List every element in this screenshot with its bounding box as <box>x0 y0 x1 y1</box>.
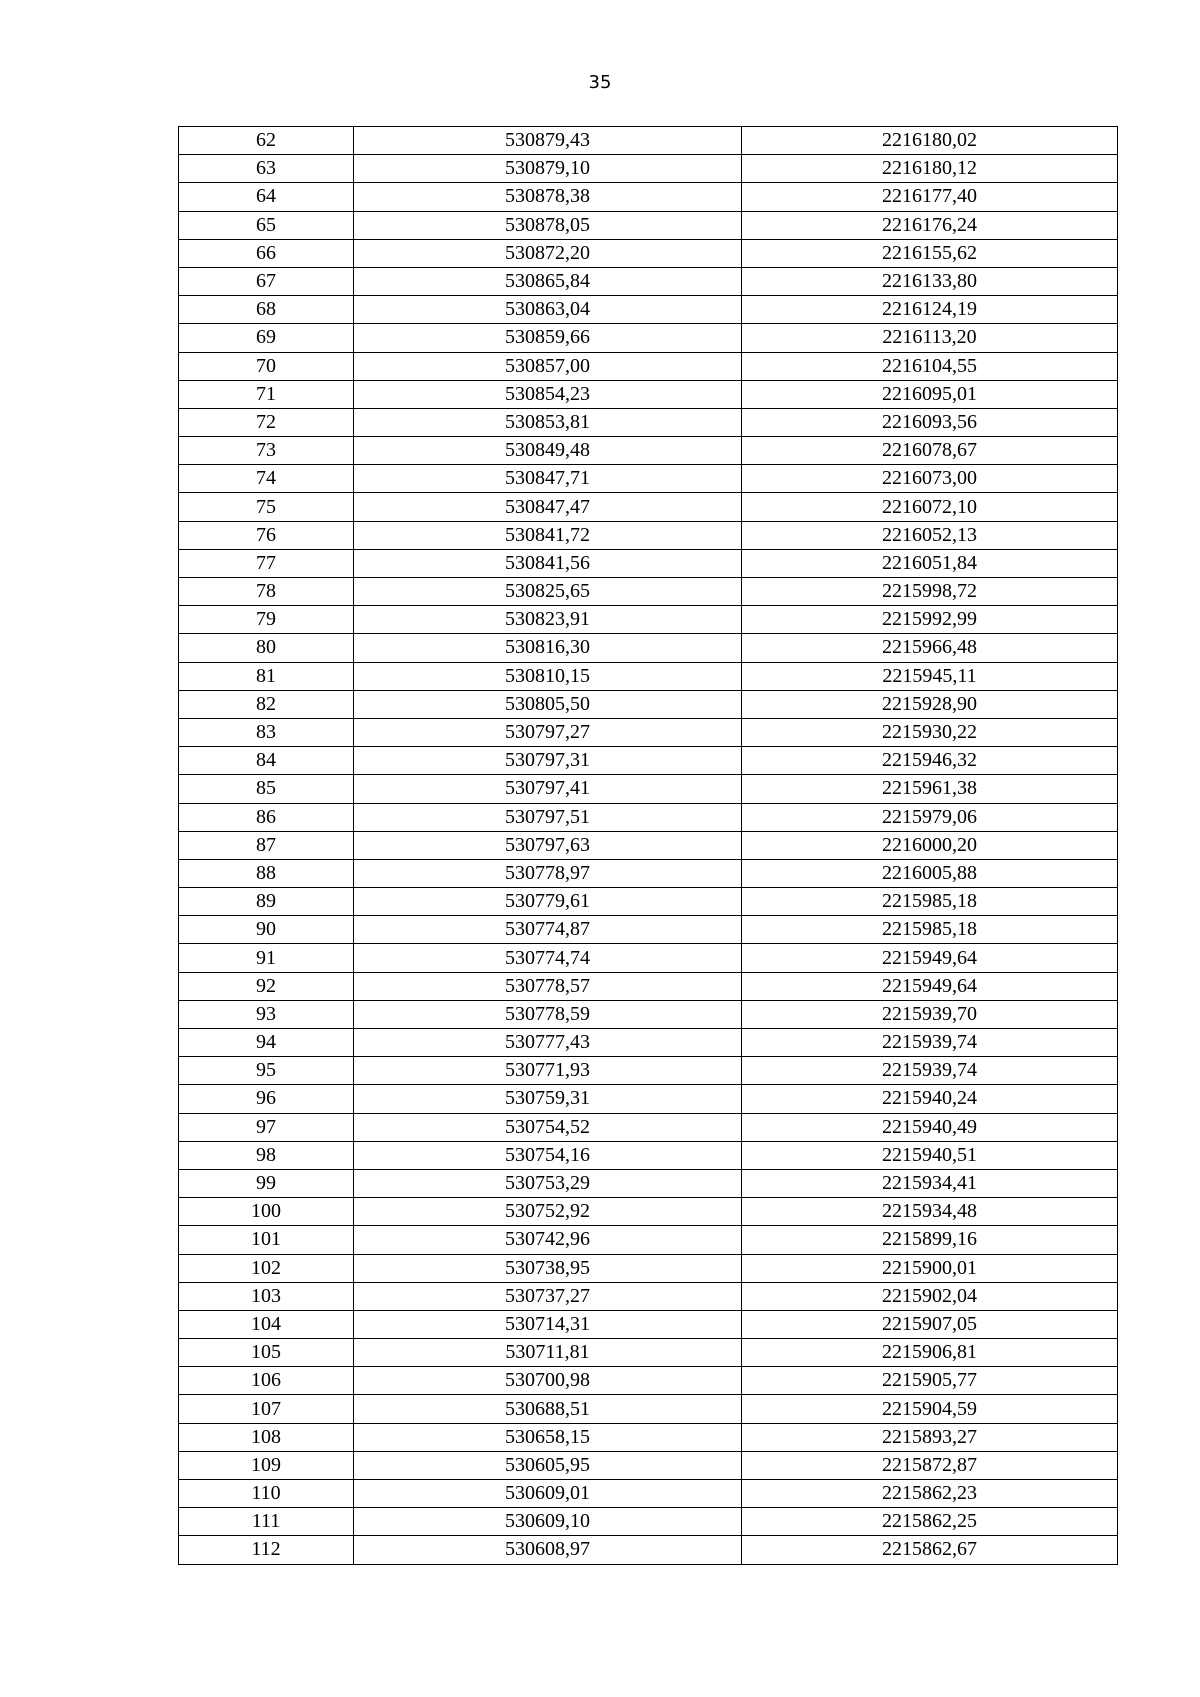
x-coordinate-cell: 530797,41 <box>354 775 742 803</box>
x-coordinate-cell: 530752,92 <box>354 1198 742 1226</box>
point-number-cell: 77 <box>179 549 354 577</box>
table-row <box>179 1480 1118 1508</box>
point-number-cell: 80 <box>179 634 354 662</box>
y-coordinate-cell: 2216005,88 <box>742 859 1118 887</box>
y-coordinate-cell: 2216113,20 <box>742 324 1118 352</box>
y-coordinate-cell: 2216124,19 <box>742 296 1118 324</box>
table-row <box>179 718 1118 746</box>
x-coordinate-cell: 530823,91 <box>354 606 742 634</box>
table-row <box>179 1198 1118 1226</box>
point-number-cell: 68 <box>179 296 354 324</box>
table-row <box>179 1169 1118 1197</box>
point-number-cell: 67 <box>179 267 354 295</box>
x-coordinate-cell: 530714,31 <box>354 1310 742 1338</box>
table-row <box>179 1536 1118 1564</box>
x-coordinate-cell: 530779,61 <box>354 888 742 916</box>
y-coordinate-cell: 2216155,62 <box>742 239 1118 267</box>
table-row <box>179 521 1118 549</box>
x-coordinate-cell: 530700,98 <box>354 1367 742 1395</box>
y-coordinate-cell: 2216177,40 <box>742 183 1118 211</box>
x-coordinate-cell: 530863,04 <box>354 296 742 324</box>
y-coordinate-cell: 2216095,01 <box>742 380 1118 408</box>
point-number-cell: 76 <box>179 521 354 549</box>
x-coordinate-cell: 530797,51 <box>354 803 742 831</box>
x-coordinate-cell: 530857,00 <box>354 352 742 380</box>
table-row <box>179 183 1118 211</box>
x-coordinate-cell: 530878,38 <box>354 183 742 211</box>
x-coordinate-cell: 530742,96 <box>354 1226 742 1254</box>
point-number-cell: 110 <box>179 1480 354 1508</box>
y-coordinate-cell: 2215902,04 <box>742 1282 1118 1310</box>
x-coordinate-cell: 530865,84 <box>354 267 742 295</box>
y-coordinate-cell: 2215940,49 <box>742 1113 1118 1141</box>
table-row <box>179 859 1118 887</box>
y-coordinate-cell: 2215949,64 <box>742 972 1118 1000</box>
point-number-cell: 96 <box>179 1085 354 1113</box>
point-number-cell: 95 <box>179 1057 354 1085</box>
x-coordinate-cell: 530797,27 <box>354 718 742 746</box>
table-row <box>179 1451 1118 1479</box>
y-coordinate-cell: 2215905,77 <box>742 1367 1118 1395</box>
point-number-cell: 104 <box>179 1310 354 1338</box>
y-coordinate-cell: 2216072,10 <box>742 493 1118 521</box>
x-coordinate-cell: 530738,95 <box>354 1254 742 1282</box>
table-row <box>179 1057 1118 1085</box>
point-number-cell: 72 <box>179 408 354 436</box>
page-number: 35 <box>588 72 612 93</box>
y-coordinate-cell: 2215939,74 <box>742 1057 1118 1085</box>
table-row <box>179 324 1118 352</box>
y-coordinate-cell: 2216104,55 <box>742 352 1118 380</box>
x-coordinate-cell: 530778,59 <box>354 1000 742 1028</box>
x-coordinate-cell: 530854,23 <box>354 380 742 408</box>
table-row <box>179 888 1118 916</box>
x-coordinate-cell: 530879,10 <box>354 155 742 183</box>
point-number-cell: 83 <box>179 718 354 746</box>
x-coordinate-cell: 530805,50 <box>354 690 742 718</box>
y-coordinate-cell: 2215934,41 <box>742 1169 1118 1197</box>
y-coordinate-cell: 2215930,22 <box>742 718 1118 746</box>
y-coordinate-cell: 2216133,80 <box>742 267 1118 295</box>
table-row <box>179 831 1118 859</box>
x-coordinate-cell: 530609,10 <box>354 1508 742 1536</box>
y-coordinate-cell: 2216051,84 <box>742 549 1118 577</box>
y-coordinate-cell: 2215946,32 <box>742 747 1118 775</box>
table-row <box>179 803 1118 831</box>
point-number-cell: 73 <box>179 437 354 465</box>
y-coordinate-cell: 2216000,20 <box>742 831 1118 859</box>
point-number-cell: 82 <box>179 690 354 718</box>
table-row <box>179 1339 1118 1367</box>
table-row <box>179 1226 1118 1254</box>
x-coordinate-cell: 530771,93 <box>354 1057 742 1085</box>
point-number-cell: 106 <box>179 1367 354 1395</box>
y-coordinate-cell: 2216176,24 <box>742 211 1118 239</box>
y-coordinate-cell: 2215893,27 <box>742 1423 1118 1451</box>
table-row <box>179 1310 1118 1338</box>
point-number-cell: 65 <box>179 211 354 239</box>
point-number-cell: 107 <box>179 1395 354 1423</box>
table-row <box>179 155 1118 183</box>
x-coordinate-cell: 530754,52 <box>354 1113 742 1141</box>
table-row <box>179 972 1118 1000</box>
table-row <box>179 1395 1118 1423</box>
y-coordinate-cell: 2215966,48 <box>742 634 1118 662</box>
table-row <box>179 380 1118 408</box>
point-number-cell: 70 <box>179 352 354 380</box>
point-number-cell: 99 <box>179 1169 354 1197</box>
x-coordinate-cell: 530797,63 <box>354 831 742 859</box>
y-coordinate-cell: 2215899,16 <box>742 1226 1118 1254</box>
point-number-cell: 102 <box>179 1254 354 1282</box>
point-number-cell: 62 <box>179 127 354 155</box>
y-coordinate-cell: 2216073,00 <box>742 465 1118 493</box>
table-row <box>179 352 1118 380</box>
point-number-cell: 90 <box>179 916 354 944</box>
x-coordinate-cell: 530754,16 <box>354 1141 742 1169</box>
y-coordinate-cell: 2215862,25 <box>742 1508 1118 1536</box>
x-coordinate-cell: 530778,97 <box>354 859 742 887</box>
y-coordinate-cell: 2215907,05 <box>742 1310 1118 1338</box>
point-number-cell: 86 <box>179 803 354 831</box>
table-row <box>179 1508 1118 1536</box>
point-number-cell: 109 <box>179 1451 354 1479</box>
y-coordinate-cell: 2215998,72 <box>742 578 1118 606</box>
y-coordinate-cell: 2215940,51 <box>742 1141 1118 1169</box>
point-number-cell: 81 <box>179 662 354 690</box>
y-coordinate-cell: 2215862,23 <box>742 1480 1118 1508</box>
x-coordinate-cell: 530853,81 <box>354 408 742 436</box>
y-coordinate-cell: 2215992,99 <box>742 606 1118 634</box>
table-row <box>179 944 1118 972</box>
table-row <box>179 916 1118 944</box>
x-coordinate-cell: 530774,74 <box>354 944 742 972</box>
table-row <box>179 408 1118 436</box>
y-coordinate-cell: 2215934,48 <box>742 1198 1118 1226</box>
x-coordinate-cell: 530658,15 <box>354 1423 742 1451</box>
y-coordinate-cell: 2215949,64 <box>742 944 1118 972</box>
point-number-cell: 66 <box>179 239 354 267</box>
point-number-cell: 103 <box>179 1282 354 1310</box>
y-coordinate-cell: 2216093,56 <box>742 408 1118 436</box>
point-number-cell: 98 <box>179 1141 354 1169</box>
table-row <box>179 267 1118 295</box>
y-coordinate-cell: 2215940,24 <box>742 1085 1118 1113</box>
x-coordinate-cell: 530753,29 <box>354 1169 742 1197</box>
point-number-cell: 92 <box>179 972 354 1000</box>
x-coordinate-cell: 530847,47 <box>354 493 742 521</box>
point-number-cell: 105 <box>179 1339 354 1367</box>
x-coordinate-cell: 530841,72 <box>354 521 742 549</box>
coordinates-table <box>178 126 1118 1565</box>
x-coordinate-cell: 530878,05 <box>354 211 742 239</box>
x-coordinate-cell: 530759,31 <box>354 1085 742 1113</box>
x-coordinate-cell: 530711,81 <box>354 1339 742 1367</box>
point-number-cell: 63 <box>179 155 354 183</box>
table-row <box>179 634 1118 662</box>
point-number-cell: 85 <box>179 775 354 803</box>
point-number-cell: 84 <box>179 747 354 775</box>
y-coordinate-cell: 2215872,87 <box>742 1451 1118 1479</box>
y-coordinate-cell: 2215961,38 <box>742 775 1118 803</box>
point-number-cell: 93 <box>179 1000 354 1028</box>
y-coordinate-cell: 2215862,67 <box>742 1536 1118 1564</box>
table-row <box>179 493 1118 521</box>
x-coordinate-cell: 530825,65 <box>354 578 742 606</box>
x-coordinate-cell: 530879,43 <box>354 127 742 155</box>
table-row <box>179 662 1118 690</box>
table-row <box>179 578 1118 606</box>
y-coordinate-cell: 2215985,18 <box>742 888 1118 916</box>
point-number-cell: 71 <box>179 380 354 408</box>
x-coordinate-cell: 530847,71 <box>354 465 742 493</box>
y-coordinate-cell: 2215928,90 <box>742 690 1118 718</box>
y-coordinate-cell: 2215945,11 <box>742 662 1118 690</box>
table-row <box>179 211 1118 239</box>
x-coordinate-cell: 530774,87 <box>354 916 742 944</box>
table-row <box>179 1085 1118 1113</box>
x-coordinate-cell: 530810,15 <box>354 662 742 690</box>
x-coordinate-cell: 530859,66 <box>354 324 742 352</box>
x-coordinate-cell: 530797,31 <box>354 747 742 775</box>
table-row <box>179 465 1118 493</box>
y-coordinate-cell: 2216180,12 <box>742 155 1118 183</box>
table-row <box>179 549 1118 577</box>
point-number-cell: 74 <box>179 465 354 493</box>
table-row <box>179 1367 1118 1395</box>
point-number-cell: 111 <box>179 1508 354 1536</box>
x-coordinate-cell: 530841,56 <box>354 549 742 577</box>
x-coordinate-cell: 530608,97 <box>354 1536 742 1564</box>
x-coordinate-cell: 530737,27 <box>354 1282 742 1310</box>
table-row <box>179 1113 1118 1141</box>
x-coordinate-cell: 530816,30 <box>354 634 742 662</box>
x-coordinate-cell: 530605,95 <box>354 1451 742 1479</box>
point-number-cell: 89 <box>179 888 354 916</box>
x-coordinate-cell: 530849,48 <box>354 437 742 465</box>
table-row <box>179 437 1118 465</box>
coordinates-table-body <box>179 127 1118 1565</box>
x-coordinate-cell: 530872,20 <box>354 239 742 267</box>
table-row <box>179 1423 1118 1451</box>
point-number-cell: 78 <box>179 578 354 606</box>
table-row <box>179 296 1118 324</box>
table-row <box>179 775 1118 803</box>
point-number-cell: 79 <box>179 606 354 634</box>
y-coordinate-cell: 2216052,13 <box>742 521 1118 549</box>
point-number-cell: 64 <box>179 183 354 211</box>
point-number-cell: 87 <box>179 831 354 859</box>
y-coordinate-cell: 2215939,70 <box>742 1000 1118 1028</box>
y-coordinate-cell: 2216078,67 <box>742 437 1118 465</box>
x-coordinate-cell: 530777,43 <box>354 1029 742 1057</box>
point-number-cell: 101 <box>179 1226 354 1254</box>
point-number-cell: 94 <box>179 1029 354 1057</box>
point-number-cell: 75 <box>179 493 354 521</box>
point-number-cell: 88 <box>179 859 354 887</box>
table-row <box>179 747 1118 775</box>
table-row <box>179 1029 1118 1057</box>
y-coordinate-cell: 2215979,06 <box>742 803 1118 831</box>
y-coordinate-cell: 2215900,01 <box>742 1254 1118 1282</box>
point-number-cell: 100 <box>179 1198 354 1226</box>
y-coordinate-cell: 2215906,81 <box>742 1339 1118 1367</box>
table-row <box>179 127 1118 155</box>
point-number-cell: 112 <box>179 1536 354 1564</box>
y-coordinate-cell: 2215985,18 <box>742 916 1118 944</box>
x-coordinate-cell: 530609,01 <box>354 1480 742 1508</box>
table-row <box>179 239 1118 267</box>
y-coordinate-cell: 2215939,74 <box>742 1029 1118 1057</box>
point-number-cell: 91 <box>179 944 354 972</box>
x-coordinate-cell: 530688,51 <box>354 1395 742 1423</box>
table-row <box>179 1254 1118 1282</box>
table-row <box>179 690 1118 718</box>
table-row <box>179 1282 1118 1310</box>
point-number-cell: 69 <box>179 324 354 352</box>
y-coordinate-cell: 2215904,59 <box>742 1395 1118 1423</box>
table-row <box>179 606 1118 634</box>
table-row <box>179 1141 1118 1169</box>
point-number-cell: 97 <box>179 1113 354 1141</box>
y-coordinate-cell: 2216180,02 <box>742 127 1118 155</box>
table-row <box>179 1000 1118 1028</box>
x-coordinate-cell: 530778,57 <box>354 972 742 1000</box>
point-number-cell: 108 <box>179 1423 354 1451</box>
